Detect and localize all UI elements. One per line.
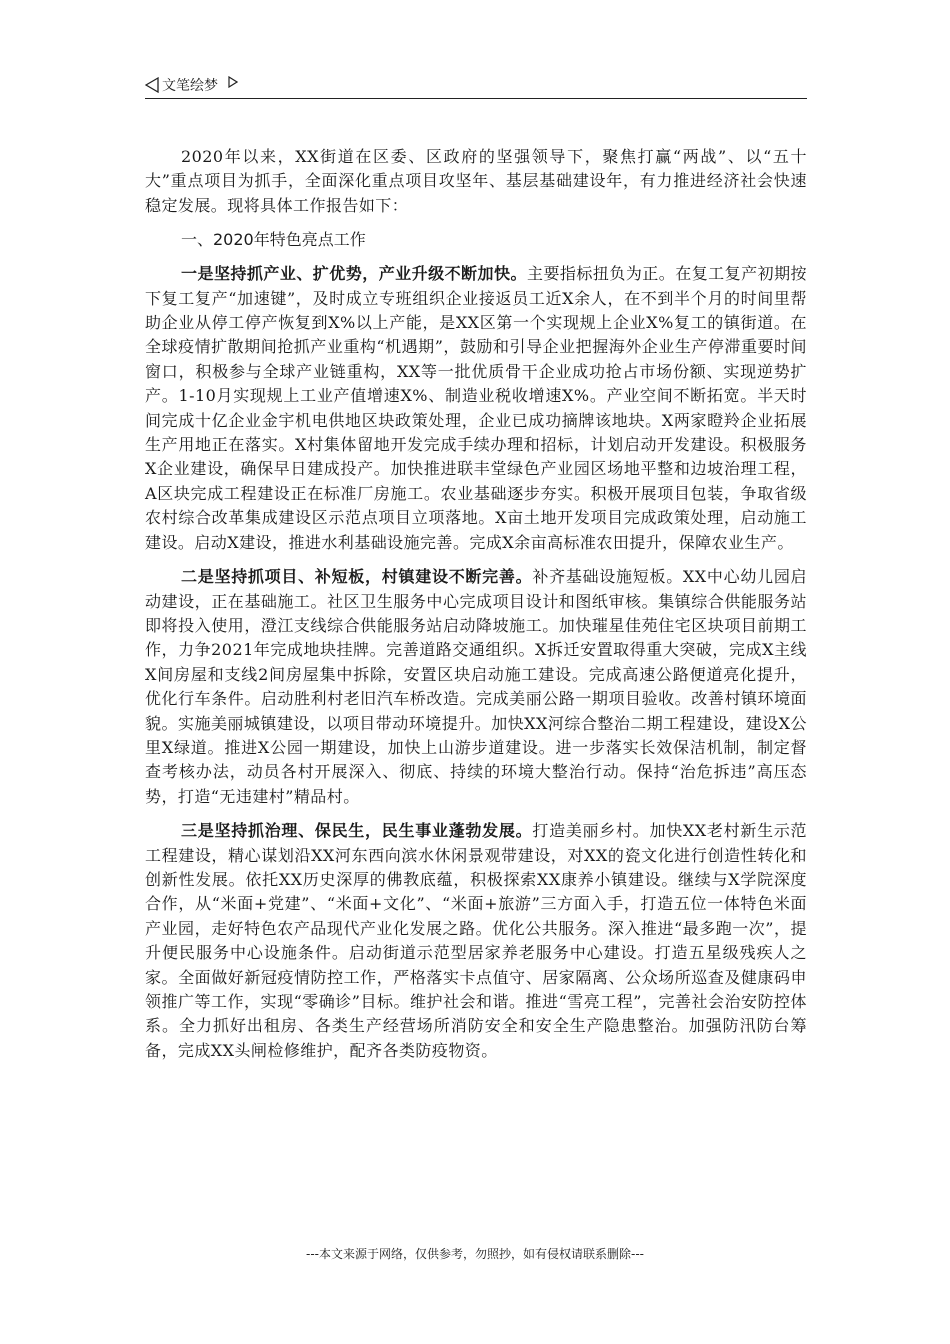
triangle-right-icon — [228, 76, 238, 88]
header-title: 文笔绘梦 — [162, 78, 218, 94]
paragraph-body: 主要指标扭负为正。在复工复产初期按下复工复产“加速键”，及时成立专班组织企业接返员工近X余人，在不到半个月的时间里帮助企业从停工停产恢复到X%以上产能，是XX区第一个实现规上企业X%复工的镇街道。在全球疫情扩散期间抢抓产业重构“机遇期”，鼓励和引导企业把握海外企业生产停滞重要时间窗口，积极参与全球产业链重构，XX等一批优质骨干企业成功抢占市场份额、实现逆势扩产。1-10月实现规上工业产值增速X%、制造业税收增速X%。产业空间不断拓宽。半天时间完成十亿企业金宇机电供地区块政策处理，企业已成功摘牌该地块。X两家瞪羚企业拓展生产用地正在落实。X村集体留地开发完成手续办理和招标，计划启动开发建设。积极服务X企业建设，确保早日建成投产。加快推进联丰堂绿色产业园区场地平整和边坡治理工程，A区块完成工程建设正在标准厂房施工。农业基础逐步夯实。积极开展项目包装，争取省级农村综合改革集成建设区示范点项目立项落地。X亩土地开发项目完成政策处理，启动施工建设。启动X建设，推进水利基础设施完善。完成X余亩高标准农田提升，保障农业生产。 — [145, 264, 808, 552]
intro-paragraph: 2020年以来，XX街道在区委、区政府的坚强领导下，聚焦打赢“两战”、以“五十大”重点项目为抓手，全面深化重点项目攻坚年、基层基础建设年，有力推进经济社会快速稳定发展。现将具体工作报告如下： — [145, 147, 807, 215]
footer-disclaimer: ---本文来源于网络，仅供参考，勿照抄，如有侵权请联系删除--- — [306, 1247, 644, 1261]
triangle-left-icon — [145, 77, 159, 93]
document-body — [145, 145, 807, 1063]
paragraph-industry — [145, 262, 807, 555]
paragraph-body: 补齐基础设施短板。XX中心幼儿园启动建设，正在基础施工。社区卫生服务中心完成项目设计和图纸审核。集镇综合供能服务站即将投入使用，澄江支线综合供能服务站启动降坡施工。加快璀星佳苑住宅区块项目前期工作，力争2021年完成地块挂牌。完善道路交通组织。X拆迁安置取得重大突破，完成X主线X间房屋和支线2间房屋集中拆除，安置区块启动施工建设。完成高速公路便道亮化提升，优化行车条件。启动胜利村老旧汽车桥改造。完成美丽公路一期项目验收。改善村镇环境面貌。实施美丽城镇建设，以项目带动环境提升。加快XX河综合整治二期工程建设，建设X公里X绿道。推进X公园一期建设，加快上山游步道建设。进一步落实长效保洁机制，制定督查考核办法，动员各村开展深入、彻底、持续的环境大整治行动。保持“治危拆违”高压态势，打造“无违建村”精品村。 — [145, 567, 808, 806]
paragraph-lead: 三是坚持抓治理、保民生，民生事业蓬勃发展。 — [181, 821, 533, 841]
paragraph-lead: 二是坚持抓项目、补短板，村镇建设不断完善。 — [181, 567, 533, 587]
paragraph-lead: 一是坚持抓产业、扩优势，产业升级不断加快。 — [181, 264, 527, 284]
section-heading: 一、2020年特色亮点工作 — [181, 230, 366, 250]
paragraph-livelihood — [145, 819, 807, 1063]
paragraph-body: 打造美丽乡村。加快XX老村新生示范工程建设，精心谋划沿XX河东西向滨水休闲景观带建设，对XX的瓷文化进行创造性转化和创新性发展。依托XX历史深厚的佛教底蕴，积极探索XX康养小镇建设。继续与X学院深度合作，从“米面+党建”、“米面+文化”、“米面+旅游”三方面入手，打造五位一体特色米面产业园，走好特色农产品现代产业化发展之路。优化公共服务。深入推进“最多跑一次”，提升便民服务中心设施条件。启动街道示范型居家养老服务中心建设。打造五星级残疾人之家。全面做好新冠疫情防控工作，严格落实卡点值守、居家隔离、公众场所巡查及健康码申领推广等工作，实现“零确诊”目标。维护社会和谐。推进“雪亮工程”，完善社会治安防控体系。全力抓好出租房、各类生产经营场所消防安全和安全生产隐患整治。加强防汛防台筹备，完成XX头闸检修维护，配齐各类防疫物资。 — [145, 821, 808, 1060]
page-header — [145, 72, 807, 99]
paragraph-projects — [145, 565, 807, 809]
